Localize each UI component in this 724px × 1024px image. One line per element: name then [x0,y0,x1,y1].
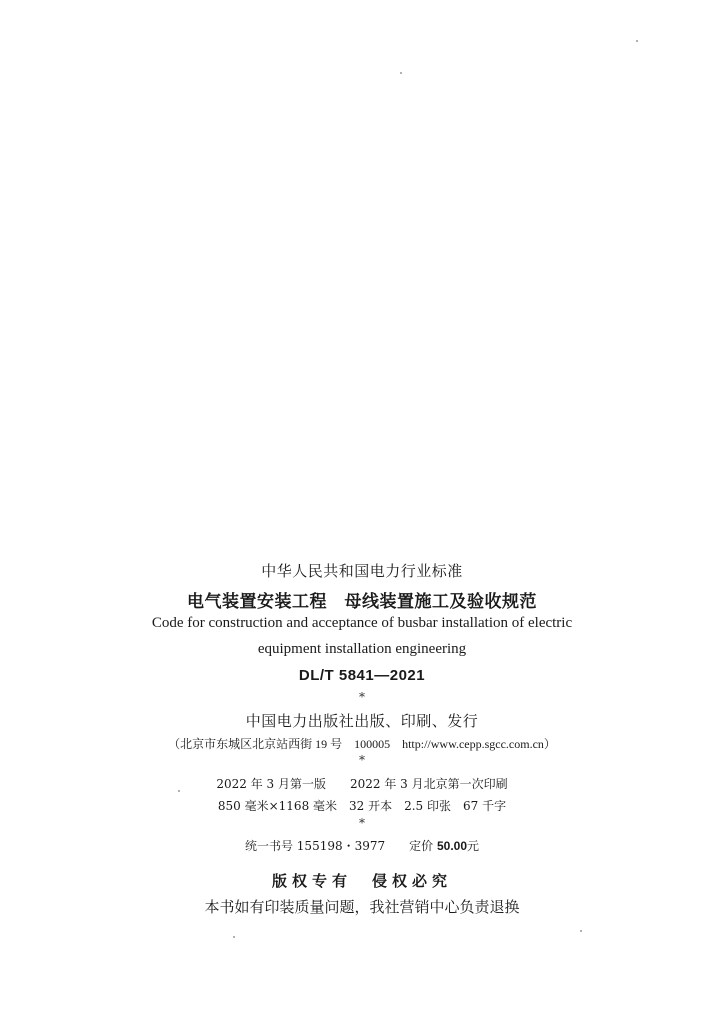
scan-speck [580,930,582,932]
standard-label: 中华人民共和国电力行业标准 [261,562,463,580]
isbn-price [0,837,724,854]
isbn-text: 统一书号 155198・3977 定价 [244,839,437,853]
format-info: 850 毫米×1168 毫米 32 开本 2.5 印张 67 千字 [217,799,507,813]
separator-star: * [359,753,365,767]
scan-speck [178,790,180,792]
scan-speck [233,936,235,938]
scan-speck [636,40,638,42]
separator-star: * [359,690,365,704]
price-unit: 元 [467,839,480,853]
title-chinese: 电气装置安装工程 母线装置施工及验收规范 [187,592,537,612]
copyright-notice: 版权专有 侵权必究 [271,872,452,890]
separator-star: * [359,816,365,830]
scan-speck [400,72,402,74]
publisher: 中国电力出版社出版、印刷、发行 [245,712,479,730]
title-english-line-2: equipment installation engineering [257,641,467,657]
price-value: 50.00 [436,839,467,853]
title-english-line-1: Code for construction and acceptance of busbar installation of electric [151,615,573,631]
return-notice: 本书如有印装质量问题，我社营销中心负责退换 [204,898,520,916]
publisher-address: （北京市东城区北京站西街 19 号 100005 http://www.cepp.sgcc.com.cn） [168,737,556,751]
standard-code: DL/T 5841—2021 [298,667,426,684]
edition-info: 2022 年 3 月第一版 2022 年 3 月北京第一次印刷 [216,777,508,791]
